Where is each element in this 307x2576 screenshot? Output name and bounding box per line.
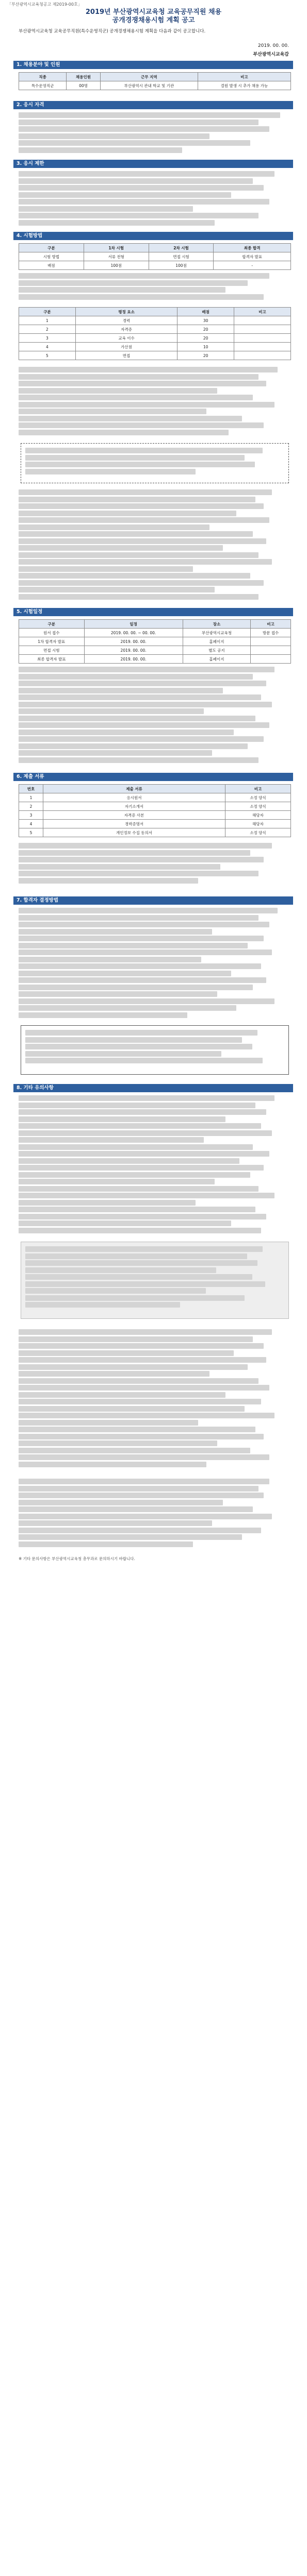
- table-header: 1차 시험: [84, 244, 149, 252]
- table-cell: 가산점: [75, 343, 177, 351]
- table-cell: 자기소개서: [43, 802, 225, 811]
- issuer-name: 부산광역시교육감: [253, 52, 289, 57]
- section-header: 1. 채용분야 및 인원: [13, 61, 293, 69]
- table-cell: 1차 합격자 발표: [19, 637, 85, 646]
- table-cell: 소정 양식: [225, 828, 291, 837]
- table-header: 제출 서류: [43, 785, 225, 793]
- table-row: [19, 316, 291, 325]
- table-cell: 해당자: [225, 820, 291, 828]
- table-header: 배점: [177, 308, 234, 316]
- table-cell: 홈페이지: [183, 655, 251, 664]
- documents-table: [19, 784, 291, 837]
- misc-notes-box-text: [25, 1246, 283, 1309]
- table-cell: [251, 646, 291, 655]
- table-cell: 2: [19, 325, 76, 334]
- table-cell: 면접: [75, 351, 177, 360]
- table-cell: 소정 양식: [225, 802, 291, 811]
- positions-table: [19, 72, 291, 90]
- table-row: [19, 334, 291, 343]
- table-cell: 부산광역시 관내 학교 및 기관: [100, 81, 198, 90]
- table-cell: 3: [19, 811, 43, 820]
- table-cell: 최종 합격자 발표: [19, 655, 85, 664]
- section-header: 2. 응시 자격: [13, 101, 293, 109]
- table-cell: 2: [19, 802, 43, 811]
- table-header: 번호: [19, 785, 43, 793]
- eligibility-text: [19, 112, 291, 154]
- table-header: 비고: [198, 73, 290, 81]
- table-row: [19, 252, 291, 261]
- table-row: [19, 828, 291, 837]
- restriction-text: [19, 171, 291, 227]
- table-cell: 시험 방법: [19, 252, 84, 261]
- table-header: 비고: [225, 785, 291, 793]
- table-cell: 1: [19, 793, 43, 802]
- page-title-line1: 2019년 부산광역시교육청 교육공무직원 채용: [85, 8, 222, 16]
- table-header: 비고: [251, 620, 291, 629]
- exam-method-table: [19, 243, 291, 270]
- table-header-row: [19, 244, 291, 252]
- table-header: 최종 합격: [214, 244, 291, 252]
- announcement-date: 2019. 00. 00.: [257, 43, 289, 48]
- exam-detail-text: [19, 367, 291, 436]
- table-cell: 소정 양식: [225, 793, 291, 802]
- table-cell: [234, 343, 291, 351]
- table-header-row: [19, 308, 291, 316]
- table-cell: 개인정보 수집 동의서: [43, 828, 225, 837]
- table-cell: 자격증 사본: [43, 811, 225, 820]
- table-header: 채용인원: [67, 73, 101, 81]
- pass-criteria-box: [21, 1025, 289, 1075]
- notice-box: [21, 443, 289, 483]
- table-row: [19, 655, 291, 664]
- table-cell: 자격증: [75, 325, 177, 334]
- exam-method-text: [19, 273, 291, 301]
- pass-criteria-text: [19, 908, 291, 1019]
- table-cell: 20: [177, 351, 234, 360]
- table-cell: [234, 334, 291, 343]
- table-cell: 방문 접수: [251, 629, 291, 637]
- table-row: [19, 802, 291, 811]
- table-cell: 2019. 00. 00.: [84, 655, 183, 664]
- table-cell: 100점: [149, 261, 214, 270]
- score-table: [19, 307, 291, 360]
- table-header: 장소: [183, 620, 251, 629]
- table-header: 평정 요소: [75, 308, 177, 316]
- pass-criteria-box-text: [25, 1030, 283, 1065]
- table-header: 구분: [19, 308, 76, 316]
- table-header: 구분: [19, 620, 85, 629]
- table-cell: 30: [177, 316, 234, 325]
- exam-extra-text: [19, 489, 291, 601]
- table-cell: 3: [19, 334, 76, 343]
- table-cell: [251, 655, 291, 664]
- table-cell: 5: [19, 351, 76, 360]
- table-row: [19, 81, 291, 90]
- table-cell: 별도 공지: [183, 646, 251, 655]
- table-header-row: [19, 620, 291, 629]
- table-row: [19, 351, 291, 360]
- table-cell: 5: [19, 828, 43, 837]
- documents-text: [19, 843, 291, 885]
- table-cell: 100점: [84, 261, 149, 270]
- table-row: [19, 325, 291, 334]
- table-cell: 합격자 발표: [214, 252, 291, 261]
- table-cell: 특수운영직군: [19, 81, 67, 90]
- table-cell: 면접 시험: [149, 252, 214, 261]
- table-cell: 4: [19, 343, 76, 351]
- section-header: 8. 기타 유의사항: [13, 1084, 293, 1092]
- table-header: 구분: [19, 244, 84, 252]
- table-cell: 경력증명서: [43, 820, 225, 828]
- notice-box-text: [25, 448, 283, 476]
- table-header: 직종: [19, 73, 67, 81]
- table-cell: 서류 전형: [84, 252, 149, 261]
- section-header: 7. 합격자 결정방법: [13, 896, 293, 905]
- table-cell: 응시원서: [43, 793, 225, 802]
- misc-notes-text-2: [19, 1329, 291, 1468]
- section-header: 3. 응시 제한: [13, 160, 293, 168]
- table-header-row: [19, 785, 291, 793]
- table-cell: 경력: [75, 316, 177, 325]
- table-row: [19, 811, 291, 820]
- table-header: 비고: [234, 308, 291, 316]
- section-header: 5. 시험일정: [13, 608, 293, 616]
- announcement-number: 「부산광역시교육청공고 제2019-00호」: [7, 2, 82, 7]
- table-cell: 원서 접수: [19, 629, 85, 637]
- schedule-table: [19, 619, 291, 664]
- table-row: [19, 646, 291, 655]
- table-cell: 2019. 00. 00. ~ 00. 00.: [84, 629, 183, 637]
- table-cell: [234, 325, 291, 334]
- table-cell: 배점: [19, 261, 84, 270]
- contact-note: ※ 기타 문의사항은 부산광역시교육청 총무과로 문의하시기 바랍니다.: [19, 1556, 135, 1561]
- table-cell: [251, 637, 291, 646]
- schedule-text: [19, 667, 291, 764]
- table-cell: 00명: [67, 81, 101, 90]
- table-cell: 20: [177, 334, 234, 343]
- table-cell: 20: [177, 325, 234, 334]
- misc-notes-text: [19, 1095, 291, 1234]
- table-row: [19, 820, 291, 828]
- table-header: 일정: [84, 620, 183, 629]
- table-cell: 1: [19, 316, 76, 325]
- section-header: 4. 시험방법: [13, 232, 293, 240]
- table-cell: 교육 이수: [75, 334, 177, 343]
- intro-text: 부산광역시교육청 교육공무직원(특수운영직군) 공개경쟁채용시험 계획을 다음과 같이 공고합니다.: [19, 29, 206, 34]
- table-row: [19, 261, 291, 270]
- table-cell: 면접 시험: [19, 646, 85, 655]
- table-cell: [234, 316, 291, 325]
- table-row: [19, 793, 291, 802]
- table-row: [19, 343, 291, 351]
- page-title-line2: 공개경쟁채용시험 계획 공고: [112, 16, 195, 24]
- table-cell: [234, 351, 291, 360]
- table-header: 2차 시험: [149, 244, 214, 252]
- table-cell: 부산광역시교육청: [183, 629, 251, 637]
- section-header: 6. 제출 서류: [13, 773, 293, 781]
- page-title: [15, 8, 292, 25]
- table-cell: 10: [177, 343, 234, 351]
- table-cell: 결원 발생 시 추가 채용 가능: [198, 81, 290, 90]
- misc-notes-box: [21, 1242, 289, 1319]
- table-cell: 4: [19, 820, 43, 828]
- table-cell: 2019. 00. 00.: [84, 646, 183, 655]
- table-header: 근무 지역: [100, 73, 198, 81]
- table-cell: 해당자: [225, 811, 291, 820]
- table-cell: -: [214, 261, 291, 270]
- table-row: [19, 637, 291, 646]
- table-row: [19, 629, 291, 637]
- table-header-row: [19, 73, 291, 81]
- table-cell: 홈페이지: [183, 637, 251, 646]
- table-cell: 2019. 00. 00.: [84, 637, 183, 646]
- misc-notes-text-3: [19, 1479, 291, 1548]
